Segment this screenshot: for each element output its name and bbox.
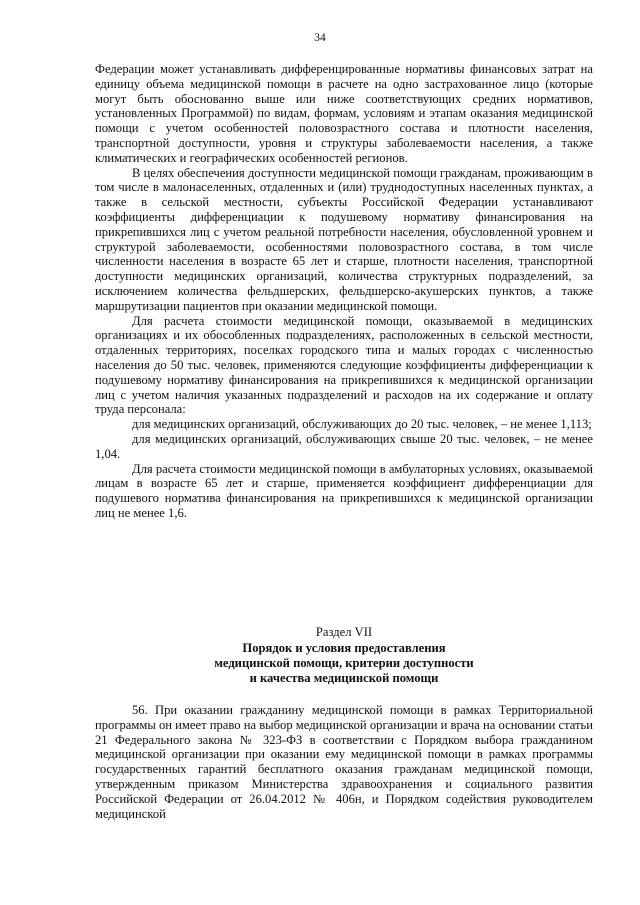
section-title-line: Порядок и условия предоставления [242, 641, 446, 655]
paragraph-continuation: Федерации может устанавливать дифференцированные нормативы финансовых затрат на единицу объема медицинской помощи в расчете на одно застрахованное лицо (которые могут быть обоснованно выше или ниже соответствующих средних нормативов, установленных Программой) по видам, формам, условиям и этапам оказания медицинской помощи с учетом особенностей половозрастного состава и плотности населения, транспортной доступности, уровня и структуры заболеваемости населения, а также климатических и географических особенностей регионов. [95, 62, 593, 165]
paragraph-coefficient-under-20k: для медицинских организаций, обслуживающих до 20 тыс. человек, – не менее 1,113; [132, 417, 592, 432]
main-text-block [95, 62, 593, 521]
paragraph-elderly-coefficient: Для расчета стоимости медицинской помощи в амбулаторных условиях, оказываемой лицам в возрасте 65 лет и старше, применяется коэффициент дифференциации для подушевого норматива финансирования на прикрепившихся к медицинской организации лиц не менее 1,6. [95, 461, 593, 520]
paragraph-coefficient-over-20k: для медицинских организаций, обслуживающих свыше 20 тыс. человек, – не менее 1,04. [95, 431, 593, 461]
section-title-line: медицинской помощи, критерии доступности [214, 656, 474, 670]
section-heading [95, 625, 593, 686]
paragraph-item-56: 56. При оказании гражданину медицинской помощи в рамках Территориальной программы он имеет право на выбор медицинской организации и врача на основании статьи 21 Федерального закона № 323-ФЗ в соответствии с Порядком выбора гражданином медицинской организации при оказании ему медицинской помощи в рамках программы государственных гарантий бесплатного оказания гражданам медицинской помощи, утвержденным приказом Министерства здравоохранения и социального развития Российской Федерации от 26.04.2012 № 406н, и Порядком содействия руководителем медицинской [95, 703, 593, 821]
paragraph-accessibility: В целях обеспечения доступности медицинской помощи гражданам, проживающим в том числе в малонаселенных, отдаленных и (или) труднодоступных населенных пунктах, а также в сельской местности, субъекты Российской Федерации устанавливают коэффициенты дифференциации к подушевому нормативу финансирования на прикрепившихся лиц с учетом реальной потребности населения, обусловленной уровнем и структурой заболеваемости, особенностями половозрастного состава, в том числе численности населения в возрасте 65 лет и старше, плотности населения, транспортной доступности медицинских организаций, количества структурных подразделений, за исключением количества фельдшерских, фельдшерско-акушерских пунктов, а также маршрутизации пациентов при оказании медицинской помощи. [95, 165, 593, 313]
section-title-line: и качества медицинской помощи [249, 671, 439, 685]
section-label: Раздел VII [315, 625, 373, 639]
section-text-block [95, 703, 593, 821]
paragraph-rural-coefficients: Для расчета стоимости медицинской помощи, оказываемой в медицинских организациях и их обособленных подразделениях, расположенных в сельской местности, отдаленных территориях, поселках городского типа и малых городах с численностью населения до 50 тыс. человек, применяются следующие коэффициенты дифференциации к подушевому нормативу финансирования на прикрепившихся к медицинской организации лиц с учетом наличия указанных подразделений и расходов на их содержание и оплату труда персонала: [95, 313, 593, 417]
page-number: 34 [314, 32, 326, 44]
